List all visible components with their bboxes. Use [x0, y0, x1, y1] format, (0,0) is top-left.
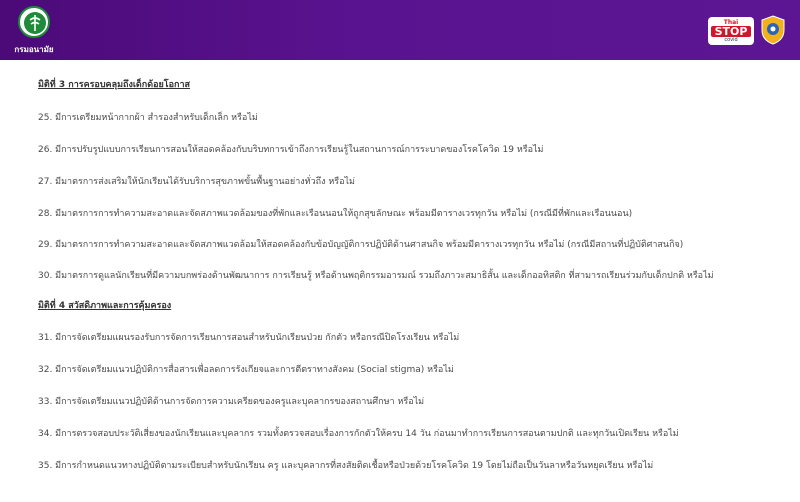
list-item: 30. มีมาตรการดูแลนักเรียนที่มีความบกพร่องด้านพัฒนาการ การเรียนรู้ หรือด้านพฤติกรรมอารมณ์ รวมถึงภาวะสมาธิสั้น และเด็กออทิสติก ที่สามารถเรียนร่วมกับเด็กปกติ หรือไม่	[38, 271, 714, 281]
list-item: 33. มีการจัดเตรียมแนวปฏิบัติด้านการจัดการความเครียดของครูและบุคลากรของสถานศึกษา หรือไม่	[38, 397, 425, 407]
health-emblem-icon	[18, 6, 50, 38]
org-name: กรมอนามัย	[14, 45, 54, 54]
department-logo[interactable]	[10, 6, 58, 56]
list-item: 25. มีการเตรียมหน้ากากผ้า สำรองสำหรับเด็กเล็ก หรือไม่	[38, 113, 258, 123]
top-banner	[0, 0, 800, 60]
section-4-title: มิติที่ 4 สวัสดิภาพและการคุ้มครอง	[38, 301, 172, 311]
list-item: 31. มีการจัดเตรียมแผนรองรับการจัดการเรียนการสอนสำหรับนักเรียนป่วย กักตัว หรือกรณีปิดโรงเรียน หรือไม่	[38, 333, 460, 343]
shield-emblem-icon[interactable]	[761, 15, 785, 45]
list-item: 27. มีมาตรการส่งเสริมให้นักเรียนได้รับบริการสุขภาพขั้นพื้นฐานอย่างทั่วถึง หรือไม่	[38, 177, 355, 187]
list-item: 32. มีการจัดเตรียมแนวปฏิบัติการสื่อสารเพื่อลดการรังเกียจและการตีตราทางสังคม (Social stigma) หรือไม่	[38, 365, 454, 375]
badge-sub-text: covid	[724, 37, 738, 43]
thai-stop-covid-badge[interactable]	[708, 17, 754, 45]
badge-main-text: STOP	[711, 26, 751, 37]
list-item: 26. มีการปรับรูปแบบการเรียนการสอนให้สอดคล้องกับบริบทการเข้าถึงการเรียนรู้ในสถานการณ์การระบาดของโรคโควิด 19 หรือไม่	[38, 145, 544, 155]
list-item: 28. มีมาตรการการทำความสะอาดและจัดสภาพแวดล้อมของที่พักและเรือนนอนให้ถูกสุขลักษณะ พร้อมมีตารางเวรทุกวัน หรือไม่ (กรณีมีที่พักและเรือนนอน)	[38, 209, 633, 219]
list-item: 29. มีมาตรการการทำความสะอาดและจัดสภาพแวดล้อมให้สอดคล้องกับข้อบัญญัติการปฏิบัติด้านศาสนกิจ พร้อมมีตารางเวรทุกวัน หรือไม่ (กรณีมีสถานที่ปฏิบัติศาสนกิจ)	[38, 240, 684, 250]
badge-top-text: Thai	[723, 19, 739, 26]
list-item: 35. มีการกำหนดแนวทางปฏิบัติตามระเบียบสำหรับนักเรียน ครู และบุคลากรที่สงสัยติดเชื้อหรือป่วยด้วยโรคโควิด 19 โดยไม่ถือเป็นวันลาหรือวันหยุดเรียน หรือไม่	[38, 461, 654, 471]
list-item: 34. มีการตรวจสอบประวัติเสี่ยงของนักเรียนและบุคลากร รวมทั้งตรวจสอบเรื่องการกักตัวให้ครบ 14 วัน ก่อนมาทำการเรียนการสอนตามปกติ และทุกวันเปิดเรียน หรือไม่	[38, 429, 679, 439]
section-3-title: มิติที่ 3 การครอบคลุมถึงเด็กด้อยโอกาส	[38, 80, 190, 90]
